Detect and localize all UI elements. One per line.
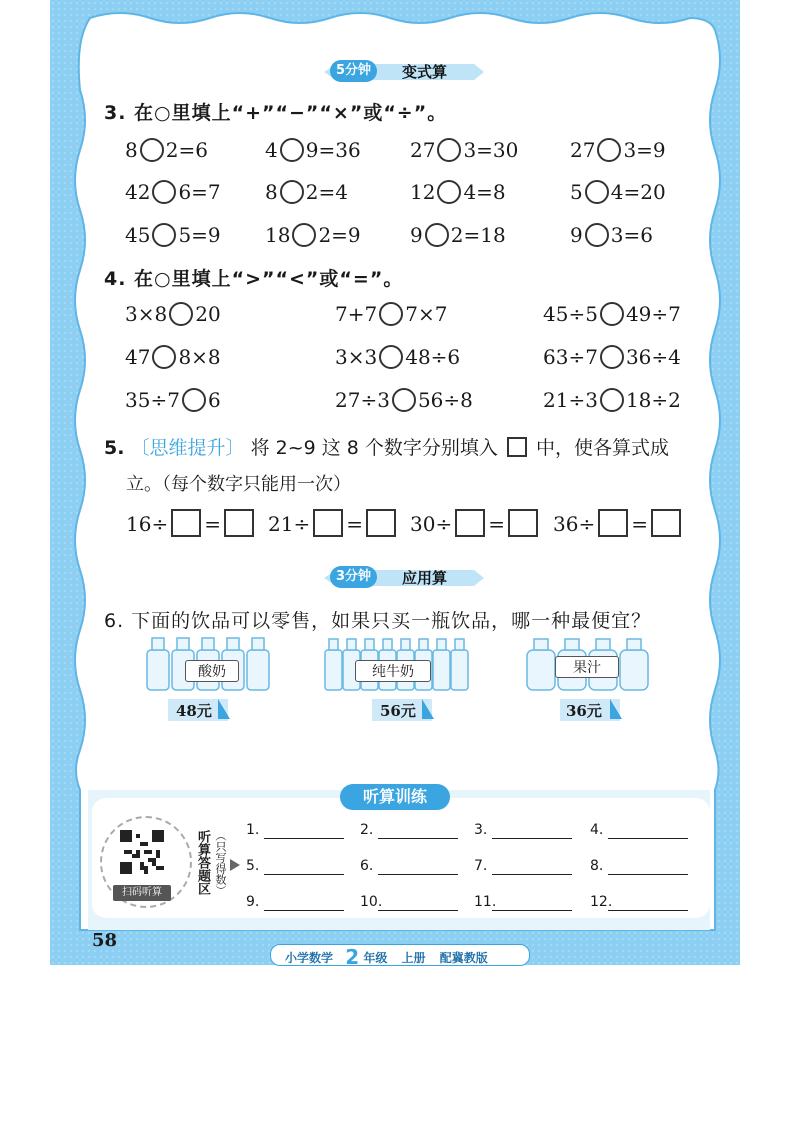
operand-left: 12 [410, 180, 436, 204]
compare-circle[interactable] [379, 302, 403, 326]
grade-number: 2 [345, 945, 360, 969]
question-5-line2: 立。（每个数字只能用一次） [126, 474, 351, 495]
divisor-box[interactable] [455, 509, 485, 537]
operator-circle[interactable] [152, 180, 176, 204]
q5-expression [268, 509, 399, 537]
operator-circle[interactable] [585, 223, 609, 247]
juice-price: 36元 [566, 702, 602, 720]
dividend: 16÷ [126, 512, 169, 536]
question-5-text-b: 中，使各算式成 [536, 437, 670, 459]
milk-price: 56元 [380, 702, 416, 720]
expr-right: 7×7 [405, 302, 448, 326]
q4-comparison [125, 388, 221, 412]
expr-right: 18÷2 [625, 388, 681, 412]
equals-sign: = [488, 512, 505, 536]
compare-circle[interactable] [169, 302, 193, 326]
operand-right: 6=7 [178, 180, 221, 204]
operand-right: 2=6 [165, 138, 208, 162]
operand-right: 9=36 [305, 138, 361, 162]
operator-circle[interactable] [437, 138, 461, 162]
q4-comparison [335, 345, 460, 369]
answer-blank[interactable] [264, 838, 344, 839]
q4-comparison [543, 388, 681, 412]
equals-sign: = [631, 512, 648, 536]
expr-right: 8×8 [178, 345, 221, 369]
equals-sign: = [204, 512, 221, 536]
q4-comparison [543, 302, 681, 326]
answer-area-label: 听算答题区 [195, 830, 210, 895]
operand-left: 45 [125, 223, 151, 247]
answer-blank[interactable] [608, 874, 688, 875]
edition: 配冀教版 [439, 951, 488, 965]
operand-right: 3=30 [463, 138, 519, 162]
operand-left: 4 [265, 138, 278, 162]
answer-number: 3. [474, 822, 488, 838]
tag-corner-icon [422, 699, 434, 719]
q3-problem [410, 180, 506, 204]
answer-number: 11. [474, 894, 497, 910]
dividend: 21÷ [268, 512, 311, 536]
operator-circle[interactable] [280, 180, 304, 204]
expr-left: 45÷5 [543, 302, 598, 326]
expr-left: 3×3 [335, 345, 378, 369]
answer-blank[interactable] [378, 838, 458, 839]
answer-number: 10. [360, 894, 383, 910]
q4-comparison [335, 388, 473, 412]
divisor-box[interactable] [171, 509, 201, 537]
operand-right: 4=20 [610, 180, 666, 204]
answer-number: 4. [590, 822, 604, 838]
section-title-yingyong [330, 566, 485, 590]
operator-circle[interactable] [437, 180, 461, 204]
answer-number: 6. [360, 858, 374, 874]
operand-right: 3=9 [623, 138, 666, 162]
expr-left: 47 [125, 345, 151, 369]
grade-suffix: 年级 [363, 951, 388, 965]
operand-left: 27 [570, 138, 596, 162]
divisor-box[interactable] [598, 509, 628, 537]
answer-blank[interactable] [492, 874, 572, 875]
term: 上册 [401, 951, 426, 965]
compare-circle[interactable] [379, 345, 403, 369]
operand-right: 2=18 [450, 223, 506, 247]
expr-right: 6 [207, 388, 221, 412]
answer-blank[interactable] [264, 910, 344, 911]
q3-problem [125, 223, 221, 247]
divisor-box[interactable] [313, 509, 343, 537]
operand-right: 3=6 [610, 223, 653, 247]
milk-label: 纯牛奶 [355, 660, 431, 682]
q4-comparison [335, 302, 447, 326]
q3-problem [410, 138, 518, 162]
answer-blank[interactable] [378, 910, 458, 911]
q3-problem [265, 180, 348, 204]
expr-right: 36÷4 [625, 345, 681, 369]
question-3-title: 3. 在○里填上“+”“−”“×”或“÷”。 [104, 102, 448, 124]
question-5-text-a: 将 2~9 这 8 个数字分别填入 [250, 437, 498, 459]
section-label: 变式算 [402, 63, 448, 81]
q3-problem [125, 138, 208, 162]
operand-right: 4=8 [463, 180, 506, 204]
q3-problem [410, 223, 506, 247]
quotient-box[interactable] [508, 509, 538, 537]
compare-circle[interactable] [600, 345, 624, 369]
operand-left: 9 [410, 223, 423, 247]
operator-circle[interactable] [140, 138, 164, 162]
answer-number: 12. [590, 894, 613, 910]
answer-blank[interactable] [264, 874, 344, 875]
compare-circle[interactable] [392, 388, 416, 412]
q5-expression [126, 509, 257, 537]
expr-left: 63÷7 [543, 345, 598, 369]
operand-left: 9 [570, 223, 583, 247]
expr-left: 7+7 [335, 302, 378, 326]
q4-comparison [125, 302, 221, 326]
juice-label: 果汁 [555, 656, 619, 678]
tag-corner-icon [610, 699, 622, 719]
operand-left: 18 [265, 223, 291, 247]
quotient-box[interactable] [366, 509, 396, 537]
q3-problem [265, 138, 361, 162]
time-badge: 5分钟 [330, 60, 377, 82]
answer-area-note: （只写得数） [214, 830, 227, 896]
operand-left: 27 [410, 138, 436, 162]
answer-number: 9. [246, 894, 260, 910]
answer-number: 1. [246, 822, 260, 838]
answer-number: 7. [474, 858, 488, 874]
compare-circle[interactable] [182, 388, 206, 412]
q5-expression [553, 509, 684, 537]
subject: 小学数学 [285, 951, 334, 965]
answer-blank[interactable] [378, 874, 458, 875]
question-4-title: 4. 在○里填上“>”“<”或“=”。 [104, 268, 404, 290]
answer-number: 8. [590, 858, 604, 874]
question-6-title: 6. 下面的饮品可以零售，如果只买一瓶饮品，哪一种最便宜？ [104, 610, 652, 632]
q5-expression [410, 509, 541, 537]
dividend: 30÷ [410, 512, 453, 536]
operand-left: 5 [570, 180, 583, 204]
equals-sign: = [346, 512, 363, 536]
quotient-box[interactable] [651, 509, 681, 537]
compare-circle[interactable] [152, 345, 176, 369]
operand-right: 5=9 [178, 223, 221, 247]
play-arrow-icon [230, 859, 240, 871]
operator-circle[interactable] [585, 180, 609, 204]
answer-blank[interactable] [492, 910, 572, 911]
operand-left: 8 [265, 180, 278, 204]
operand-right: 2=9 [318, 223, 361, 247]
operand-left: 8 [125, 138, 138, 162]
scan-listen-label: 扫码听算 [113, 885, 171, 901]
question-5-number: 5. [104, 437, 125, 459]
q3-problem [570, 138, 666, 162]
q3-problem [265, 223, 361, 247]
answer-blank[interactable] [608, 838, 688, 839]
expr-right: 20 [195, 302, 221, 326]
expr-left: 27÷3 [335, 388, 390, 412]
q4-comparison [543, 345, 681, 369]
expr-left: 3×8 [125, 302, 168, 326]
q3-problem [125, 180, 221, 204]
expr-left: 21÷3 [543, 388, 598, 412]
tag-corner-icon [218, 699, 230, 719]
listening-title: 听算训练 [340, 784, 450, 810]
answer-box-sample [507, 437, 527, 457]
thinking-tag: 〔思维提升〕 [130, 437, 245, 459]
dividend: 36÷ [553, 512, 596, 536]
q3-problem [570, 223, 653, 247]
operand-left: 42 [125, 180, 151, 204]
question-5-line1 [104, 433, 669, 460]
time-badge: 3分钟 [330, 566, 377, 588]
expr-right: 48÷6 [405, 345, 461, 369]
operator-circle[interactable] [292, 223, 316, 247]
expr-left: 35÷7 [125, 388, 180, 412]
answer-number: 2. [360, 822, 374, 838]
qr-code-icon[interactable] [120, 830, 164, 874]
answer-blank[interactable] [608, 910, 688, 911]
q3-problem [570, 180, 666, 204]
compare-circle[interactable] [600, 302, 624, 326]
operator-circle[interactable] [152, 223, 176, 247]
operand-right: 2=4 [305, 180, 348, 204]
yogurt-price: 48元 [176, 702, 212, 720]
section-title-bianshi [330, 60, 485, 84]
expr-right: 56÷8 [417, 388, 473, 412]
page-number: 58 [92, 930, 118, 951]
quotient-box[interactable] [224, 509, 254, 537]
answer-number: 5. [246, 858, 260, 874]
yogurt-label: 酸奶 [185, 660, 239, 682]
operator-circle[interactable] [425, 223, 449, 247]
book-info [270, 944, 530, 969]
section-label: 应用算 [402, 569, 448, 587]
operator-circle[interactable] [597, 138, 621, 162]
compare-circle[interactable] [600, 388, 624, 412]
expr-right: 49÷7 [625, 302, 681, 326]
answer-blank[interactable] [492, 838, 572, 839]
operator-circle[interactable] [280, 138, 304, 162]
q4-comparison [125, 345, 221, 369]
